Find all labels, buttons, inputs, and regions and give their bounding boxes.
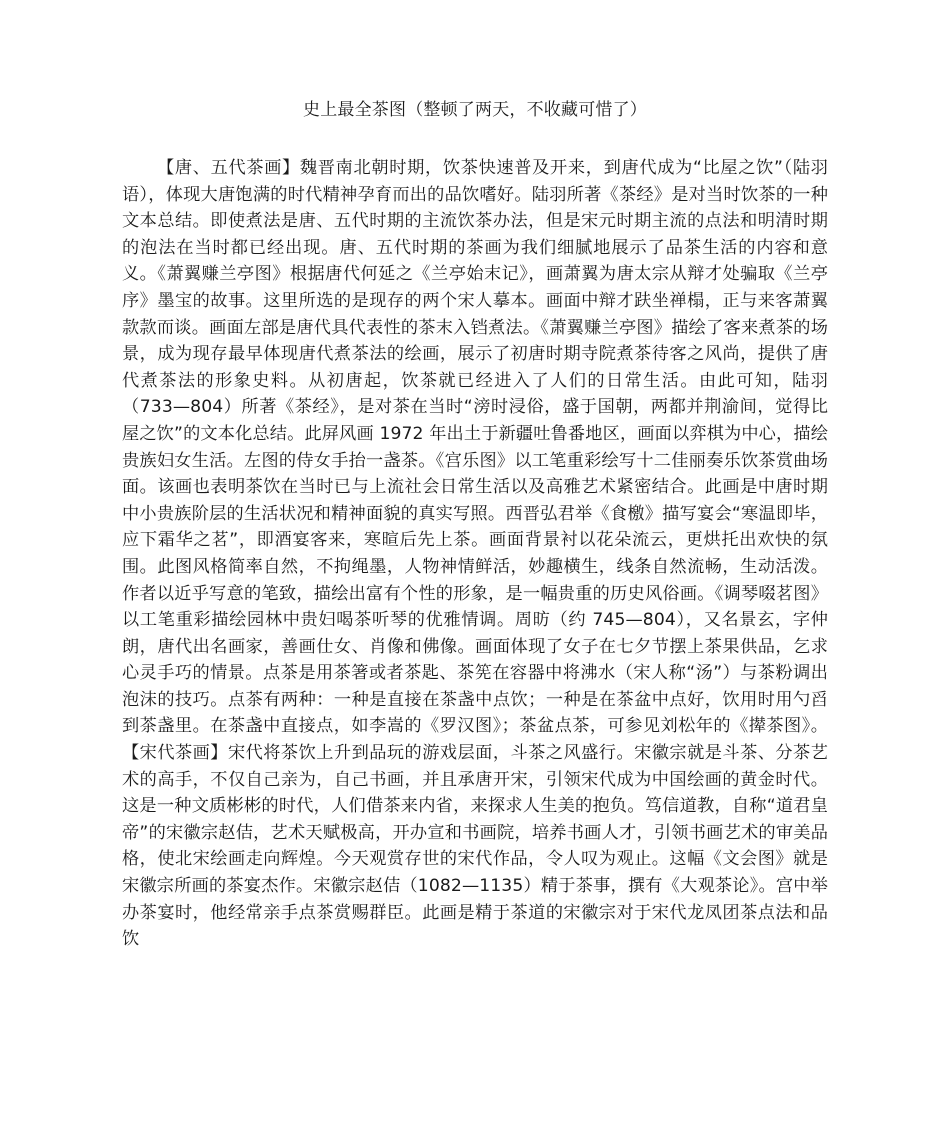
document-title: 史上最全茶图（整顿了两天，不收藏可惜了）	[303, 100, 647, 120]
document-paragraph: 【唐、五代茶画】魏晋南北朝时期，饮茶快速普及开来，到唐代成为“比屋之饮”（陆羽语），体现大唐饱满的时代精神孕育而出的品饮嗜好。陆羽所著《茶经》是对当时饮茶的一种文本总结。即使煮法是唐、五代时期的主流饮茶办法，但是宋元时期主流的点法和明清时期的泡法在当时都已经出现。唐、五代时期的茶画为我们细腻地展示了品茶生活的内容和意义。《萧翼赚兰亭图》根据唐代何延之《兰亭始末记》，画萧翼为唐太宗从辩才处骗取《兰亭序》墨宝的故事。这里所选的是现存的两个宋人摹本。画面中辩才趺坐禅榻，正与来客萧翼款款而谈。画面左部是唐代具代表性的茶末入铛煮法。《萧翼赚兰亭图》描绘了客来煮茶的场景，成为现存最早体现唐代煮茶法的绘画，展示了初唐时期寺院煮茶待客之风尚，提供了唐代煮茶法的形象史料。从初唐起，饮茶就已经进入了人们的日常生活。由此可知，陆羽（733—804）所著《茶经》，是对茶在当时“滂时浸俗，盛于国朝，两都并荆渝间，觉得比屋之饮”的文本化总结。此屏风画 1972 年出土于新疆吐鲁番地区，画面以弈棋为中心，描绘贵族妇女生活。左图的侍女手抬一盏茶。《宫乐图》以工笔重彩绘写十二佳丽奏乐饮茶赏曲场面。该画也表明茶饮在当时已与上流社会日常生活以及高雅艺术紧密结合。此画是中唐时期中小贵族阶层的生活状况和精神面貌的真实写照。西晋弘君举《食檄》描写宴会“寒温即毕，应下霜华之茗”，即酒宴客来，寒暄后先上茶。画面背景衬以花朵流云，更烘托出欢快的氛围。此图风格简率自然，不拘绳墨，人物神情鲜活，妙趣横生，线条自然流畅，生动活泼。作者以近乎写意的笔致，描绘出富有个性的形象，是一幅贵重的历史风俗画。《调琴啜茗图》以工笔重彩描绘园林中贵妇喝茶听琴的优雅情调。周昉（约 745—804），又名景玄，字仲朗，唐代出名画家，善画仕女、肖像和佛像。画面体现了女子在七夕节摆上茶果供品，乞求心灵手巧的情景。点茶是用茶箸或者茶匙、茶筅在容器中将沸水（宋人称“汤”）与茶粉调出泡沫的技巧。点茶有两种：一种是直接在茶盏中点饮；一种是在茶盆中点好，饮用时用勺舀到茶盏里。在茶盏中直接点，如李嵩的《罗汉图》；茶盆点茶，可参见刘松年的《撵茶图》。【宋代茶画】宋代将茶饮上升到品玩的游戏层面，斗茶之风盛行。宋徽宗就是斗茶、分茶艺术的高手，不仅自己亲为，自己书画，并且承唐开宋，引领宋代成为中国绘画的黄金时代。这是一种文质彬彬的时代，人们借茶来内省，来探求人生美的抱负。笃信道教，自称“道君皇帝”的宋徽宗赵佶，艺术天赋极高，开办宣和书画院，培养书画人才，引领书画艺术的审美品格，使北宋绘画走向辉煌。今天观赏存世的宋代作品，令人叹为观止。这幅《文会图》就是宋徽宗所画的茶宴杰作。宋徽宗赵佶（1082—1135）精于茶事，撰有《大观茶论》。宫中举办茶宴时，他经常亲手点茶赏赐群臣。此画是精于茶道的宋徽宗对于宋代龙凤团茶点法和品饮	[122, 158, 828, 950]
